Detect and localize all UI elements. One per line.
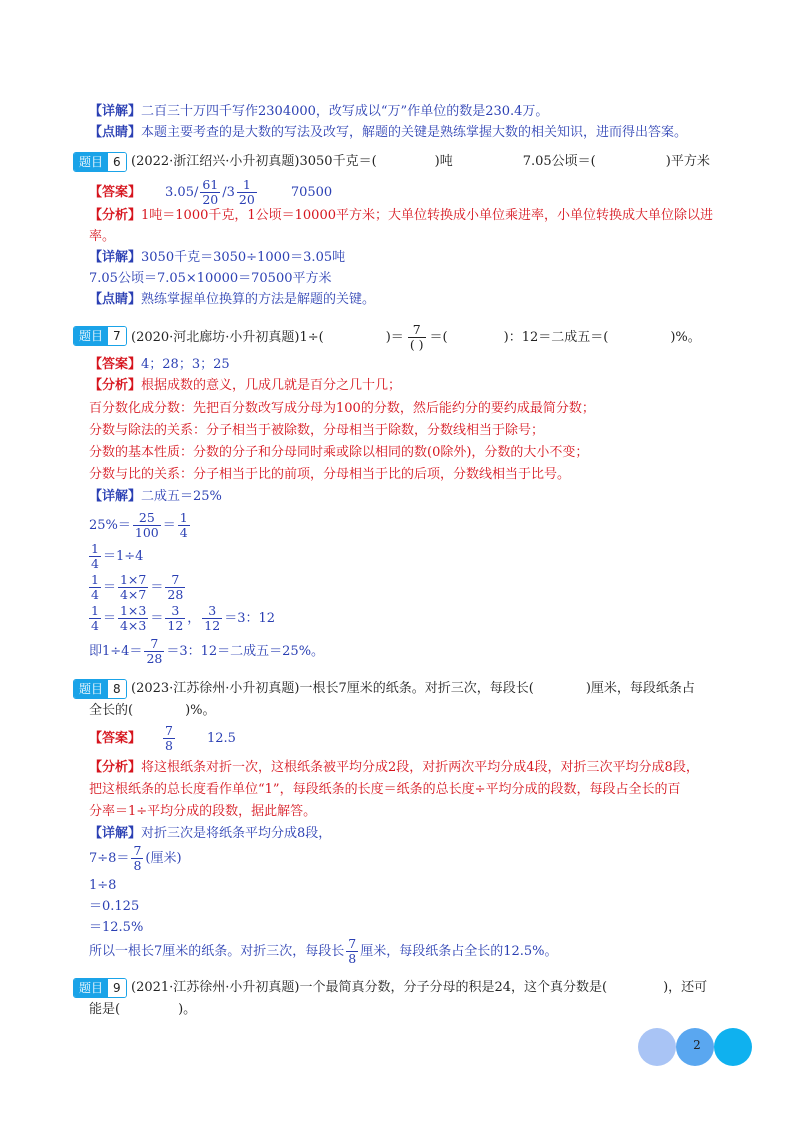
detail-line [89, 270, 332, 288]
fraction: $\frac{1}{20}$ [238, 177, 255, 207]
analysis-tag: 【分析】 [89, 378, 142, 393]
analysis-tag: 【分析】 [89, 208, 142, 223]
question-badge-6 [73, 152, 127, 172]
fraction: $\frac{1\times 7}{4\times 7}$ [119, 572, 147, 602]
analysis-line [89, 228, 115, 246]
answer-text: /3 [222, 185, 235, 200]
analysis-text: 根据成数的意义，几成几就是百分之几十几； [141, 378, 402, 393]
stem-part: )平方米 [665, 154, 710, 169]
detail-tag: 【详解】 [89, 489, 142, 504]
answer-line-8 [89, 724, 236, 754]
detail-line [89, 103, 548, 121]
analysis-text: 分数与比的关系：分子相当于比的前项，分母相当于比的后项，分数线相当于比号。 [89, 467, 571, 482]
analysis-line [89, 444, 588, 462]
question-stem-9: (2021·江苏徐州·小升初真题)一个最简真分数，分子分母的积是24，这个真分数是( )，还可 [131, 980, 708, 995]
detail-text: 7.05公顷＝7.05×10000＝70500平方米 [89, 271, 332, 286]
analysis-text: 分数与除法的关系：分子相当于被除数，分母相当于除数，分数线相当于除号； [89, 423, 545, 438]
fraction: $\frac{3}{12}$ [204, 603, 221, 633]
question-badge-8 [73, 679, 127, 699]
detail-tag: 【详解】 [89, 826, 142, 841]
page-number: 2 [693, 1038, 701, 1052]
detail-eq: 所以一根长7厘米的纸条。对折三次，每段长 $\frac{7}{8}$ 厘米，每段纸条占全长的12.5%。 [89, 936, 558, 966]
detail-eq: 1÷8 [89, 878, 117, 893]
question-stem-9b: 能是( )。 [89, 1002, 197, 1017]
question-stem-7 [131, 323, 701, 352]
fraction: $\frac{1}{4}$ [91, 541, 99, 571]
detail-eq: $\frac{1}{4}$ ＝ $\frac{1\times 7}{4\times 7}$ ＝ $\frac{7}{28}$ [91, 572, 184, 602]
detail-text: 对折三次是将纸条平均分成8段， [141, 826, 332, 841]
stem-part: )%。 [670, 330, 701, 345]
answer-text: 12.5 [206, 731, 236, 746]
detail-eq: 7÷8＝ $\frac{7}{8}$ (厘米) [89, 843, 182, 873]
answer-tag: 【答案】 [89, 357, 142, 372]
stem-part: )：12＝二成五＝( [503, 330, 609, 345]
detail-line [89, 488, 222, 506]
stem-part: )吨 [434, 154, 453, 169]
question-number: 9 [108, 979, 126, 997]
question-label: 题目 [74, 680, 108, 698]
detail-tag: 【详解】 [89, 104, 142, 119]
analysis-text: 将这根纸条对折一次，这根纸条被平均分成2段，对折两次平均分成4段，对折三次平均分成8段， [141, 760, 699, 775]
detail-line [89, 249, 345, 267]
detail-eq: ＝12.5% [89, 920, 144, 935]
question-number: 6 [108, 153, 126, 171]
analysis-line [89, 422, 544, 440]
detail-text: 二百三十万四千写作2304000，改写成以“万”作单位的数是230.4万。 [141, 104, 549, 119]
question-label: 题目 [74, 327, 108, 345]
analysis-line [89, 466, 570, 484]
analysis-line [89, 400, 595, 418]
detail-tag: 【详解】 [89, 250, 142, 265]
question-stem-8: (2023·江苏徐州·小升初真题)一根长7厘米的纸条。对折三次，每段长( )厘米，每段纸条占 [131, 681, 695, 696]
detail-line [89, 825, 331, 843]
point-text: 熟练掌握单位换算的方法是解题的关键。 [141, 292, 376, 307]
analysis-text: 分率＝1÷平均分成的段数，据此解答。 [89, 804, 317, 819]
analysis-text: 1吨＝1000千克，1公顷＝10000平方米；大单位转换成小单位乘进率，小单位转换成大单位除以进 [141, 208, 713, 223]
fraction: $\frac{61}{20}$ [202, 177, 219, 207]
fraction: $\frac{25}{100}$ [134, 510, 159, 540]
answer-line-6 [89, 178, 332, 207]
stem-part: ＝( [429, 330, 448, 345]
fraction: $\frac{1}{4}$ [91, 572, 99, 602]
point-tag: 【点睛】 [89, 292, 142, 307]
page-circle-left [638, 1028, 676, 1066]
analysis-line [89, 377, 401, 395]
fraction: $\frac{7}{8}$ [133, 843, 142, 873]
question-badge-9 [73, 978, 127, 998]
fraction: $\frac{3}{12}$ [167, 603, 184, 633]
detail-text: 3050千克＝3050÷1000＝3.05吨 [141, 250, 346, 265]
question-badge-7 [73, 326, 127, 346]
fraction: $\frac{1}{4}$ [91, 603, 99, 633]
answer-tag: 【答案】 [89, 185, 142, 200]
fraction: $\frac{7}{28}$ [146, 636, 163, 666]
stem-part: 7.05公顷＝( [522, 154, 596, 169]
answer-text: 4；28；3；25 [141, 357, 230, 372]
question-number: 8 [108, 680, 126, 698]
answer-line-7 [89, 356, 230, 374]
fraction: $\frac{7}{28}$ [167, 572, 184, 602]
point-line [89, 291, 375, 309]
analysis-line [89, 803, 316, 821]
detail-eq: 即1÷4＝ $\frac{7}{28}$ ＝3：12＝二成五＝25%。 [89, 636, 325, 666]
analysis-text: 率。 [89, 229, 116, 244]
analysis-text: 百分数化成分数：先把百分数改写成分母为100的分数，然后能约分的要约成最简分数； [89, 401, 595, 416]
page-circle-right [714, 1028, 752, 1066]
answer-text: 3.05/ [165, 185, 199, 200]
point-tag: 【点睛】 [89, 125, 142, 140]
detail-text: 二成五＝25% [141, 489, 222, 504]
question-stem-8b: 全长的( )%。 [89, 703, 216, 718]
detail-eq: 25%＝ $\frac{25}{100}$ ＝ $\frac{1}{4}$ [89, 510, 188, 540]
fraction: $\frac{7}{8}$ [165, 723, 173, 753]
analysis-line [89, 781, 680, 799]
fraction: $\frac{7}{8}$ [348, 936, 357, 966]
stem-part: )＝ [385, 330, 404, 345]
point-line [89, 124, 687, 142]
stem-part: (2022·浙江绍兴·小升初真题)3050千克＝( [131, 154, 377, 169]
analysis-line [89, 207, 713, 225]
fraction: $\frac{7}{( )}$ [409, 322, 424, 352]
question-stem-6 [131, 153, 710, 171]
detail-eq: ＝0.125 [89, 899, 140, 914]
answer-tag: 【答案】 [89, 731, 142, 746]
detail-eq: $\frac{1}{4}$ ＝1÷4 [91, 541, 144, 571]
question-label: 题目 [74, 979, 108, 997]
question-number: 7 [108, 327, 126, 345]
analysis-text: 把这根纸条的总长度看作单位“1”，每段纸条的长度＝纸条的总长度÷平均分成的段数，每段占全长的百 [89, 782, 681, 797]
answer-text: 70500 [290, 185, 333, 200]
stem-part: (2020·河北廊坊·小升初真题)1÷( [131, 330, 324, 345]
fraction: $\frac{1}{4}$ [179, 510, 188, 540]
point-text: 本题主要考查的是大数的写法及改写，解题的关键是熟练掌握大数的相关知识，进而得出答案。 [141, 125, 688, 140]
analysis-line [89, 759, 699, 777]
analysis-text: 分数的基本性质：分数的分子和分母同时乘或除以相同的数(0除外)，分数的大小不变； [89, 445, 589, 460]
analysis-tag: 【分析】 [89, 760, 142, 775]
question-label: 题目 [74, 153, 108, 171]
fraction: $\frac{1\times 3}{4\times 3}$ [119, 603, 147, 633]
detail-eq: $\frac{1}{4}$ ＝ $\frac{1\times 3}{4\times 3}$ ＝ $\frac{3}{12}$ ， $\frac{3}{12}$ ＝3：12 [91, 603, 276, 633]
